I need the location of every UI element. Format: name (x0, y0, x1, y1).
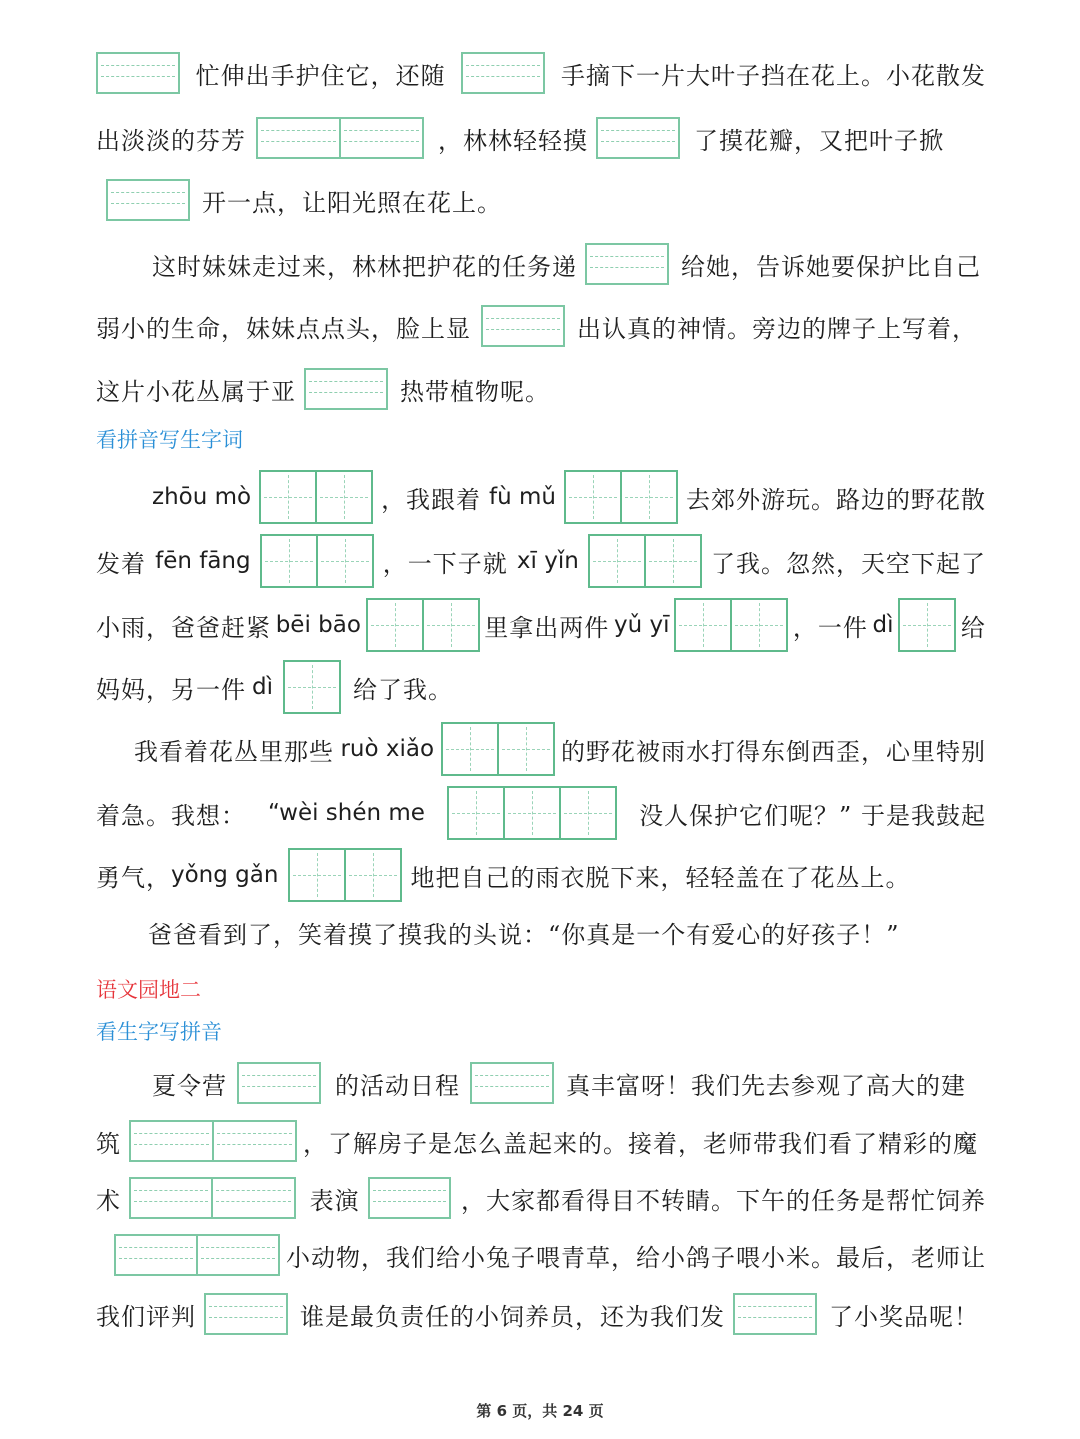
text-fragment: 小动物，我们给小兔子喂青草，给小鸽子喂小米。最后，老师让 (286, 1243, 986, 1272)
text-line (96, 303, 986, 349)
text-fragment: 着急。我想： (96, 801, 246, 830)
text-fragment: 筑 (96, 1129, 121, 1158)
text-fragment: 夏令营 (152, 1071, 227, 1100)
text-line (96, 720, 986, 778)
text-fragment: 妈妈，另一件 (96, 675, 246, 704)
section-heading: 看生字写拼音 (96, 1020, 222, 1044)
page-footer: 第 6 页，共 24 页 (476, 1402, 604, 1420)
pinyin-prompt: dì (872, 612, 894, 638)
text-line (96, 1060, 986, 1106)
text-fragment: 的活动日程 (335, 1071, 460, 1100)
text-fragment: 这时妹妹走过来，林林把护花的任务递 (152, 252, 577, 281)
pinyin-prompt: fēn fāng (155, 548, 251, 574)
pinyin-prompt: fù mǔ (489, 484, 557, 510)
character-answer-box[interactable] (564, 470, 678, 524)
section-heading: 看拼音写生字词 (96, 428, 243, 452)
text-fragment: 出认真的神情。旁边的牌子上写着， (577, 314, 977, 343)
character-answer-box[interactable] (674, 598, 788, 652)
pinyin-answer-box[interactable] (368, 1177, 451, 1219)
pinyin-prompt: bēi bāo (275, 612, 361, 638)
text-fragment: 术 (96, 1186, 121, 1215)
text-fragment: ，我跟着 (381, 485, 482, 514)
pinyin-answer-box[interactable] (204, 1293, 288, 1335)
text-line (96, 468, 986, 526)
text-line (96, 366, 986, 412)
text-line (96, 1175, 986, 1221)
text-line (96, 596, 986, 654)
text-line (96, 1118, 986, 1164)
text-fragment: 给了我。 (353, 675, 453, 704)
pinyin-prompt: yǔ yī (613, 612, 670, 638)
text-line (96, 846, 986, 904)
pinyin-answer-box[interactable] (129, 1120, 297, 1162)
pinyin-prompt: xī yǐn (516, 548, 579, 574)
text-line (96, 532, 986, 590)
text-fragment: 表演 (309, 1186, 360, 1215)
text-line (96, 912, 986, 952)
text-fragment: 了小奖品呢！ (829, 1302, 979, 1331)
text-fragment: ，一下子就 (382, 549, 508, 578)
text-fragment: 了摸花瓣，又把叶子掀 (694, 126, 944, 155)
text-line (96, 658, 986, 716)
character-answer-box[interactable] (441, 722, 555, 776)
text-fragment: 我们评判 (96, 1302, 196, 1331)
character-answer-box[interactable] (260, 534, 374, 588)
pinyin-answer-box[interactable] (114, 1234, 280, 1276)
pinyin-prompt: zhōu mò (152, 484, 252, 510)
text-fragment: 给她，告诉她要保护比自己 (681, 252, 981, 281)
character-answer-box[interactable] (366, 598, 480, 652)
text-fragment: 小雨，爸爸赶紧 (96, 613, 271, 642)
text-line (96, 784, 986, 842)
character-answer-box[interactable] (588, 534, 702, 588)
text-fragment: 里拿出两件 (484, 613, 610, 642)
text-fragment: ，林林轻轻摸 (438, 126, 588, 155)
text-fragment: 我看着花丛里那些 (134, 737, 334, 766)
pinyin-answer-box[interactable] (733, 1293, 817, 1335)
pinyin-prompt: yǒng gǎn (171, 862, 279, 888)
pinyin-answer-box[interactable] (481, 305, 565, 347)
character-answer-box[interactable] (283, 660, 341, 714)
character-answer-box[interactable] (898, 598, 956, 652)
text-line (96, 115, 986, 161)
text-fragment: 给 (960, 613, 986, 642)
text-fragment: 出淡淡的芬芳 (96, 126, 246, 155)
text-fragment: 手摘下一片大叶子挡在花上。小花散发 (560, 61, 986, 90)
pinyin-answer-box[interactable] (461, 52, 545, 94)
text-fragment: 去郊外游玩。路边的野花散 (685, 485, 986, 514)
text-fragment: ，大家都看得目不转睛。下午的任务是帮忙饲养 (461, 1186, 986, 1215)
text-fragment: 热带植物呢。 (400, 377, 550, 406)
pinyin-answer-box[interactable] (585, 243, 669, 285)
text-fragment: 的野花被雨水打得东倒西歪，心里特别 (561, 737, 986, 766)
text-fragment: 谁是最负责任的小饲养员，还为我们发 (300, 1302, 725, 1331)
text-fragment: ，一件 (792, 613, 868, 642)
text-line (96, 50, 986, 96)
text-fragment: ，了解房子是怎么盖起来的。接着，老师带我们看了精彩的魔 (303, 1129, 978, 1158)
character-answer-box[interactable] (447, 786, 617, 840)
section-heading-red: 语文园地二 (96, 978, 201, 1002)
text-fragment: 了我。忽然，天空下起了 (710, 549, 986, 578)
character-answer-box[interactable] (259, 470, 373, 524)
pinyin-answer-box[interactable] (596, 117, 680, 159)
text-fragment: 忙伸出手护住它，还随 (195, 61, 446, 90)
pinyin-prompt: ruò xiǎo (340, 736, 435, 762)
text-fragment: 这片小花丛属于亚 (96, 377, 296, 406)
pinyin-answer-box[interactable] (237, 1062, 321, 1104)
pinyin-prompt: dì (252, 674, 273, 700)
text-fragment: 开一点，让阳光照在花上。 (202, 188, 502, 217)
character-answer-box[interactable] (288, 848, 402, 902)
text-fragment: 地把自己的雨衣脱下来，轻轻盖在了花丛上。 (410, 863, 911, 892)
text-line (96, 177, 986, 223)
text-line (96, 1291, 986, 1337)
text-fragment: 爸爸看到了，笑着摸了摸我的头说：“你真是一个有爱心的好孩子！” (148, 920, 900, 949)
text-fragment: 没人保护它们呢？” 于是我鼓起 (639, 801, 986, 830)
pinyin-answer-box[interactable] (256, 117, 424, 159)
text-fragment: 弱小的生命，妹妹点点头，脸上显 (96, 314, 471, 343)
text-fragment: 发着 (96, 549, 146, 578)
text-line (96, 241, 986, 287)
pinyin-answer-box[interactable] (129, 1177, 296, 1219)
pinyin-answer-box[interactable] (106, 179, 190, 221)
pinyin-prompt: “wèi shén me (268, 800, 425, 826)
pinyin-answer-box[interactable] (470, 1062, 554, 1104)
pinyin-answer-box[interactable] (304, 368, 388, 410)
text-line (96, 1232, 986, 1278)
pinyin-answer-box[interactable] (96, 52, 180, 94)
text-fragment: 真丰富呀！我们先去参观了高大的建 (566, 1071, 966, 1100)
text-fragment: 勇气， (96, 863, 171, 892)
